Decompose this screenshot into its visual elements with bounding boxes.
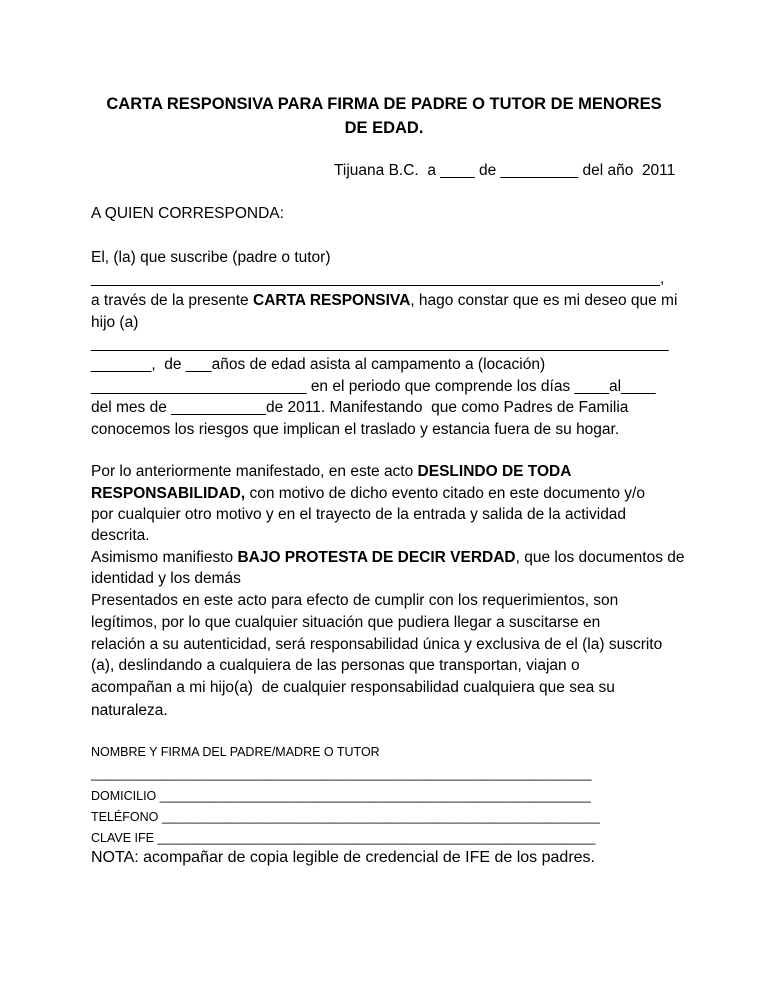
signature-label: NOMBRE Y FIRMA DEL PADRE/MADRE O TUTOR <box>91 745 380 759</box>
para1-line-9: conocemos los riesgos que implican el traslado y estancia fuera de su hogar. <box>91 421 620 438</box>
nota: NOTA: acompañar de copia legible de credencial de IFE de los padres. <box>91 849 595 866</box>
text: Por lo anteriormente manifestado, en este acto <box>91 463 418 480</box>
text: , que los documentos de <box>515 549 685 566</box>
para2-line-10: (a), deslindando a cualquiera de las personas que transportan, viajan o <box>91 657 580 674</box>
para2-line-6: identidad y los demás <box>91 570 241 587</box>
greeting: A QUIEN CORRESPONDA: <box>91 205 284 222</box>
domicilio-field: DOMICILIO ______________________________________________________________ <box>91 789 591 803</box>
para2-line-4: descrita. <box>91 527 150 544</box>
telefono-field: TELÉFONO _______________________________________________________________ <box>91 810 600 824</box>
text: a través de la presente <box>91 292 253 309</box>
clave-ife-field: CLAVE IFE _______________________________________________________________ <box>91 831 596 845</box>
para2-line-9: relación a su autenticidad, será responsabilidad única y exclusiva de el (la) suscrito <box>91 636 663 653</box>
signature-line: ________________________________________________________________________ <box>91 767 592 781</box>
para2-line-8: legítimos, por lo que cualquier situación que pudiera llegar a suscitarse en <box>91 614 601 631</box>
para1-line-4: hijo (a) <box>91 314 139 331</box>
para1-line-6: _______, de ___años de edad asista al campamento a (locación) <box>91 356 546 373</box>
bold-text: CARTA RESPONSIVA <box>253 292 411 309</box>
para2-line-11: acompañan a mi hijo(a) de cualquier responsabilidad cualquiera que sea su <box>91 679 615 696</box>
para2-line-1 <box>91 463 571 481</box>
text: Asimismo manifiesto <box>91 549 238 566</box>
place-date: Tijuana B.C. a ____ de _________ del año 2011 <box>334 162 676 179</box>
child-name-blank: ___________________________________________________________________ <box>91 335 669 352</box>
bold-text: DESLINDO DE TODA <box>417 463 572 480</box>
para2-line-2 <box>91 485 645 503</box>
para1-line-7: _________________________ en el periodo que comprende los días ____al____ <box>91 378 656 395</box>
parent-name-blank: __________________________________________________________________, <box>91 270 665 287</box>
document-title-line-2: DE EDAD. <box>344 119 424 137</box>
para1-line-8: del mes de ___________de 2011. Manifestando que como Padres de Familia <box>91 399 629 416</box>
para2-line-12: naturaleza. <box>91 702 168 719</box>
para2-line-5 <box>91 549 685 567</box>
para2-line-3: por cualquier otro motivo y en el trayecto de la entrada y salida de la actividad <box>91 506 627 523</box>
document-title-line-1: CARTA RESPONSIVA PARA FIRMA DE PADRE O TUTOR DE MENORES <box>106 95 662 113</box>
para1-line-1: El, (la) que suscribe (padre o tutor) <box>91 249 331 266</box>
bold-text: RESPONSABILIDAD, <box>91 485 246 502</box>
text: con motivo de dicho evento citado en este documento y/o <box>245 485 645 502</box>
text: , hago constar que es mi deseo que mi <box>410 292 678 309</box>
bold-text: BAJO PROTESTA DE DECIR VERDAD <box>237 549 516 566</box>
para2-line-7: Presentados en este acto para efecto de cumplir con los requerimientos, son <box>91 592 619 609</box>
para1-line-3 <box>91 292 677 310</box>
